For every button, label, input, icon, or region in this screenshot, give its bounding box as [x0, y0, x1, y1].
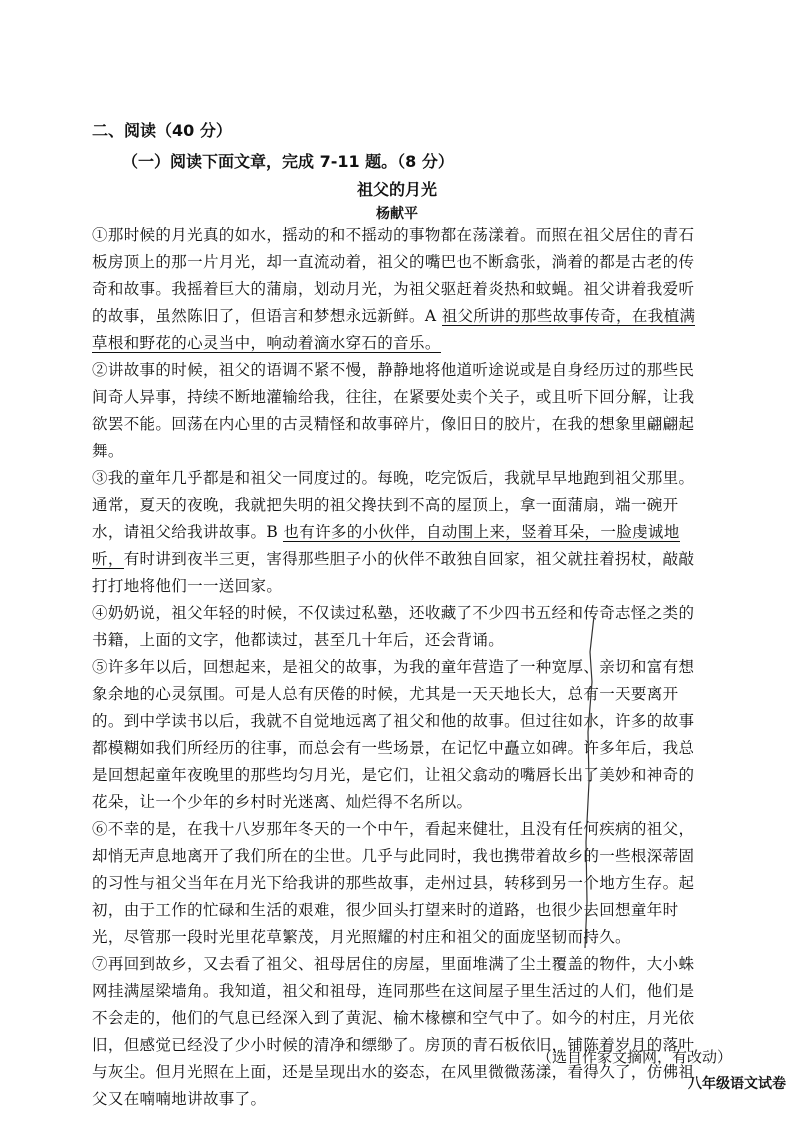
paragraph-6: ⑥不幸的是，在我十八岁那年冬天的一个中午，看起来健壮，且没有任何疾病的祖父，却悄无声息地离开了我们所在的尘世。几乎与此同时，我也携带着故乡的一些根深蒂固的习性与祖父当年在月光下给我讲的那些故事，走州过县，转移到另一个地方生存。起初，由于工作的忙碌和生活的艰难，很少回头打望来时的道路，也很少去回想童年时光，尽管那一段时光里花草繁茂，月光照耀的村庄和祖父的面庞坚韧而持久。 [92, 820, 695, 946]
article-title: 祖父的月光 [356, 180, 437, 199]
paragraph-3-tail: 有时讲到夜半三更，害得那些胆子小的伙伴不敢独自回家，祖父就拄着拐杖，敲敲打打地将他们一一送回家。 [92, 550, 695, 595]
paragraph-1-text: ①那时候的月光真的如水，摇动的和不摇动的事物都在荡漾着。而照在祖父居住的青石板房顶上的那一片月光，却一直流动着，祖父的嘴巴也不断翕张，淌着的都是古老的传奇和故事。我摇着巨大的蒲扇，划动月光，为祖父驱赶着炎热和蚊蝇。祖父讲着我爱听的故事，虽然陈旧了，但语言和梦想永远新鲜。A [92, 226, 695, 325]
paragraph-5: ⑤许多年以后，回想起来，是祖父的故事，为我的童年营造了一种宽厚、亲切和富有想象余地的心灵氛围。可是人总有厌倦的时候，尤其是一天天地长大，总有一天要离开的。到中学读书以后，我就不自觉地远离了祖父和他的故事。但过往如水，许多的故事都模糊如我们所经历的往事，而总会有一些场景，在记忆中矗立如碑。许多年后，我总是回想起童年夜晚里的那些均匀月光，是它们，让祖父翕动的嘴唇长出了美妙和神奇的花朵，让一个少年的乡村时光迷离、灿烂得不名所以。 [92, 658, 695, 811]
subsection-heading: （一）阅读下面文章，完成 7-11 题。（8 分） [122, 152, 454, 171]
article-body [92, 222, 704, 1113]
underlined-sentence-b: 也有许多的小伙伴，自动围上来，竖着耳朵，一脸虔诚地听， [92, 523, 680, 568]
pen-stroke-mark [580, 612, 600, 952]
paragraph-3-text: ③我的童年几乎都是和祖父一同度过的。每晚，吃完饭后，我就早早地跑到祖父那里。通常，夏天的夜晚，我就把失明的祖父搀扶到不高的屋顶上，拿一面蒲扇，端一碗开水，请祖父给我讲故事。B [92, 469, 695, 541]
paragraph-3 [92, 465, 704, 600]
section-heading: 二、阅读（40 分） [92, 121, 232, 140]
page-footer: 八年级语文试卷 [688, 1076, 786, 1092]
paragraph-4: ④奶奶说，祖父年轻的时候，不仅读过私塾，还收藏了不少四书五经和传奇志怪之类的书籍，上面的文字，他都读过，甚至几十年后，还会背诵。 [92, 604, 695, 649]
paragraph-7: ⑦再回到故乡，又去看了祖父、祖母居住的房屋，里面堆满了尘土覆盖的物件，大小蛛网挂满屋梁墙角。我知道，祖父和祖母，连同那些在这间屋子里生活过的人们，他们是不会走的，他们的气息已经深入到了黄泥、榆木椽檩和空气中了。如今的村庄，月光依旧，但感觉已经没了少小时候的清净和缥缈了。房顶的青石板依旧，铺陈着岁月的落叶与灰尘。但月光照在上面，还是呈现出水的姿态，在风里微微荡漾，看得久了，仿佛祖父又在喃喃地讲故事了。 [92, 955, 695, 1108]
underlined-sentence-a: 祖父所讲的那些故事传奇，在我植满草根和野花的心灵当中，响动着滴水穿石的音乐。 [92, 307, 696, 352]
paragraph-2: ②讲故事的时候，祖父的语调不紧不慢，静静地将他道听途说或是自身经历过的那些民间奇人异事，持续不断地灌输给我，往往，在紧要处卖个关子，或且听下回分解，让我欲罢不能。回荡在内心里的古灵精怪和故事碎片，像旧日的胶片，在我的想象里翩翩起舞。 [92, 361, 695, 460]
paragraph-1 [92, 222, 704, 357]
article-author: 杨献平 [376, 206, 418, 222]
source-note: （选自作家文摘网，有改动） [536, 1048, 732, 1066]
